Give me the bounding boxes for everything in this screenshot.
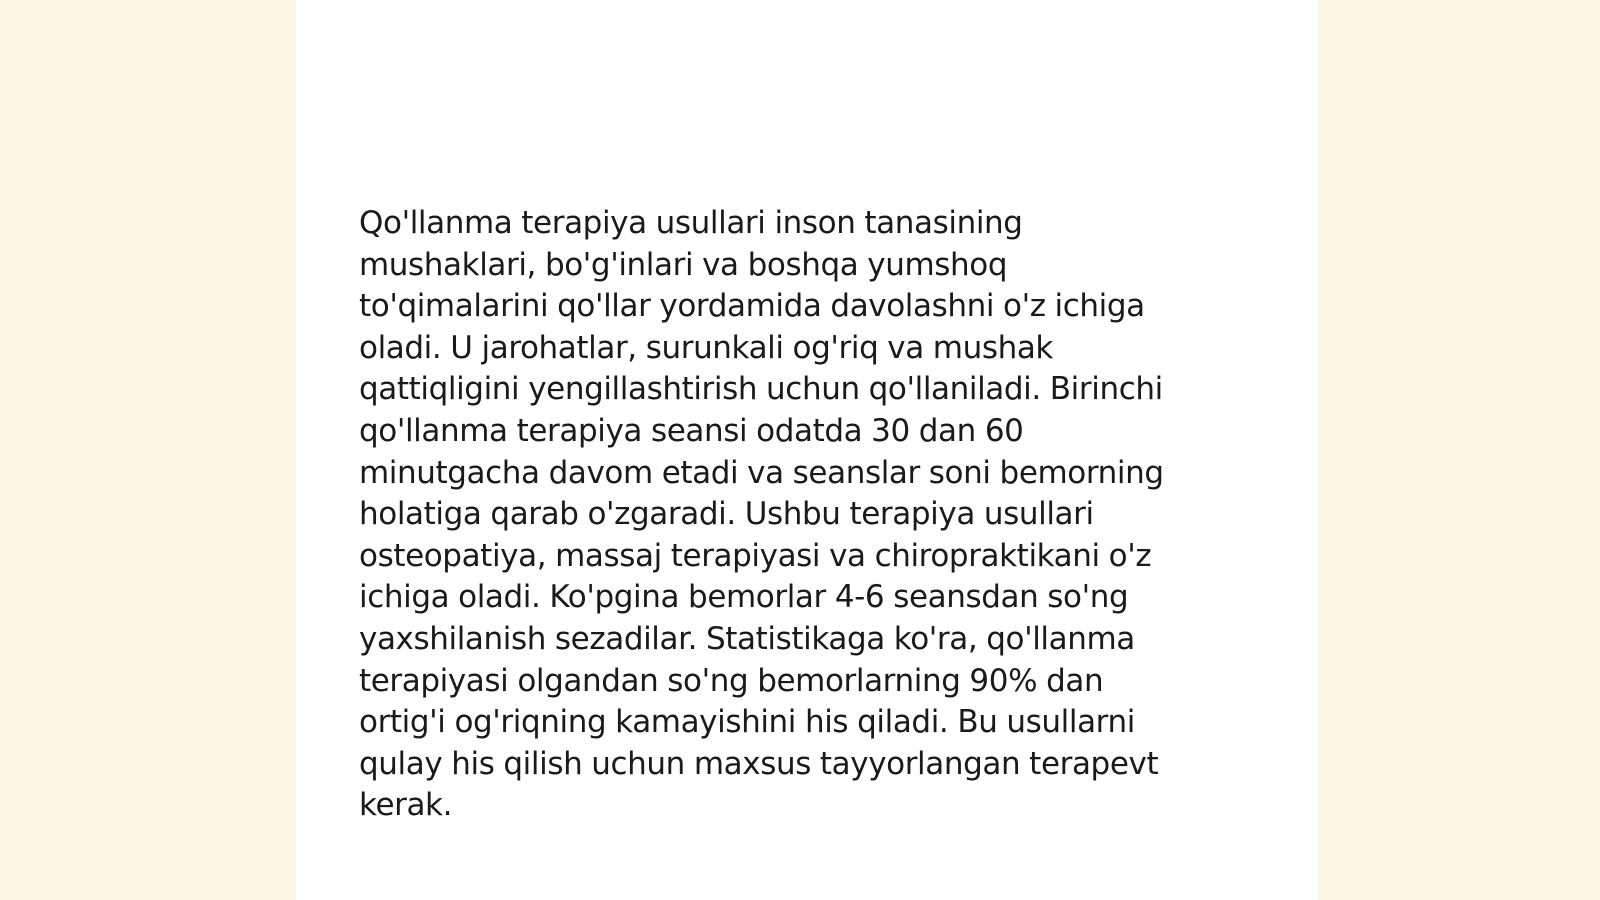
paragraph-line: Qo'llanma terapiya usullari inson tanasining (359, 205, 1023, 241)
paragraph-line: holatiga qarab o'zgaradi. Ushbu terapiya usullari (359, 496, 1094, 533)
paragraph-line: oladi. U jarohatlar, surunkali og'riq va mushak (359, 329, 1053, 366)
paragraph-line: to'qimalarini qo'llar yordamida davolashni o'z ichiga (359, 288, 1145, 325)
paragraph-line: ortig'i og'riqning kamayishini his qiladi. Bu usullarni (359, 704, 1135, 741)
paragraph-line: osteopatiya, massaj terapiyasi va chiropraktikani o'z (359, 537, 1152, 574)
paragraph-line: yaxshilanish sezadilar. Statistikaga ko'ra, qo'llanma (359, 620, 1135, 657)
paragraph-line: qattiqligini yengillashtirish uchun qo'llaniladi. Birinchi (359, 371, 1163, 408)
body-paragraph (359, 203, 1249, 827)
paragraph-line: kerak. (359, 787, 453, 824)
paragraph-line: terapiyasi olgandan so'ng bemorlarning 90% dan (359, 662, 1104, 699)
paragraph-line: qo'llanma terapiya seansi odatda 30 dan 60 (359, 412, 1024, 449)
paragraph-line: minutgacha davom etadi va seanslar soni bemorning (359, 454, 1164, 491)
document-page (296, 0, 1318, 900)
paragraph-line: mushaklari, bo'g'inlari va boshqa yumshoq (359, 246, 1008, 283)
paragraph-line: qulay his qilish uchun maxsus tayyorlangan terapevt (359, 745, 1159, 782)
paragraph-line: ichiga oladi. Ko'pgina bemorlar 4-6 seansdan so'ng (359, 579, 1129, 616)
